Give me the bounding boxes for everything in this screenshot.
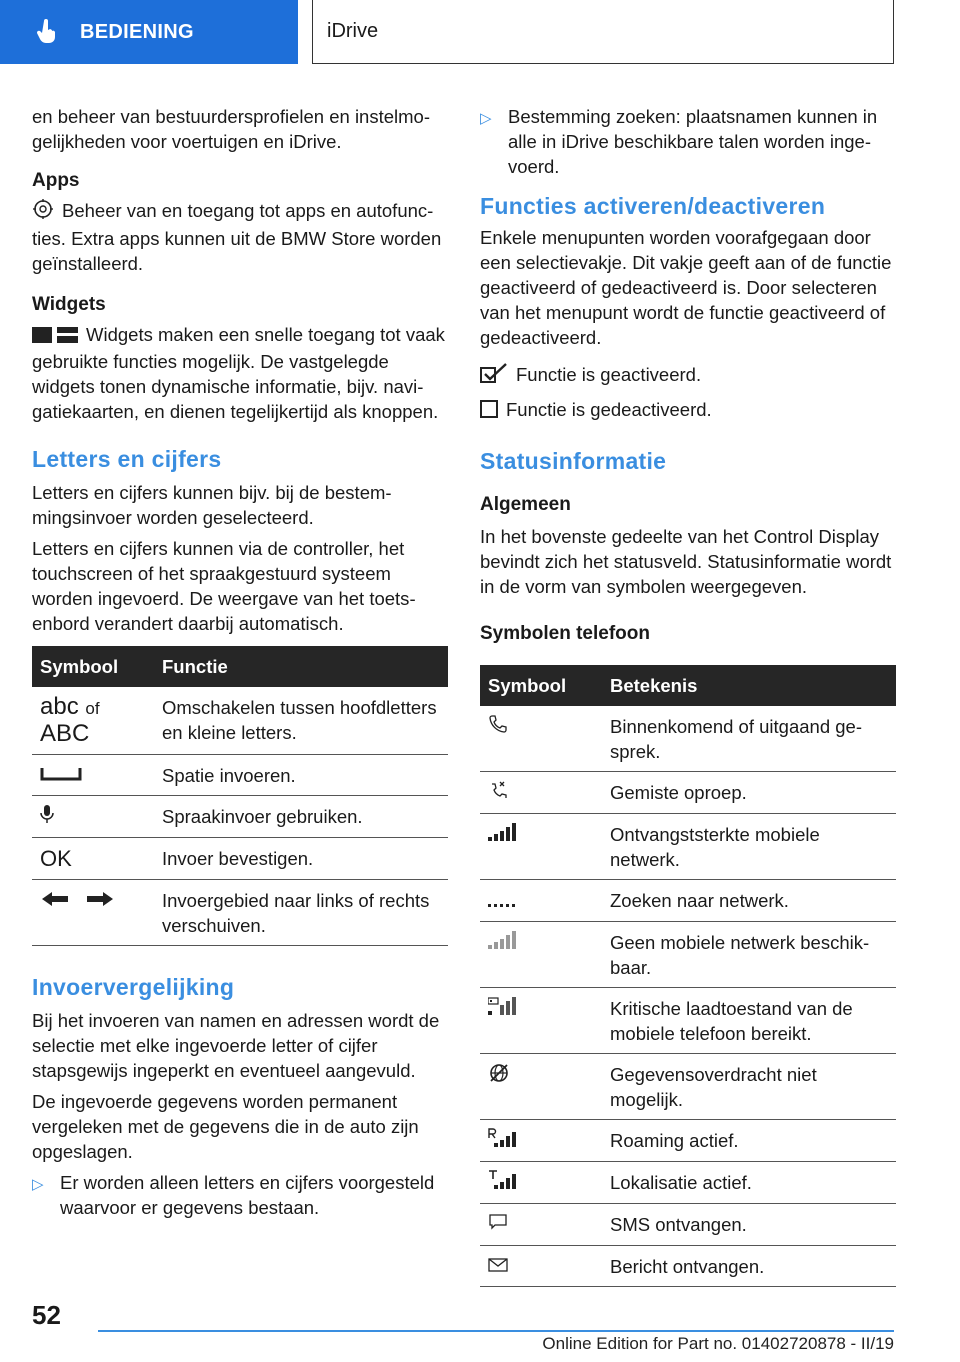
table-header-function: Functie — [154, 646, 448, 687]
table-row — [480, 921, 896, 987]
space-bar-icon — [40, 765, 82, 786]
table-cell: Binnenkomend of uitgaand gesprek. — [602, 706, 896, 772]
compare-paragraph-1: Bij het invoeren van namen en adressen wordt de selectie met elke ingevoerde letter of cijfer stapsgewijs ingeperkt en eventueel aangevuld. — [32, 1009, 440, 1081]
edition-text: Online Edition for Part no. 01402720878 - II/19 — [542, 1334, 894, 1353]
table-header-row — [32, 646, 448, 687]
section-title: BEDIENING — [80, 20, 194, 43]
table-cell: Gegevensoverdracht niet mogelijk. — [602, 1053, 896, 1119]
table-cell: Kritische laadtoestand van de mobiele telefoon bereikt. — [602, 987, 896, 1053]
checkbox-checked-icon — [480, 363, 508, 389]
functions-heading: Functies activeren/deactiveren — [480, 193, 826, 219]
table-row — [480, 1203, 896, 1245]
table-cell: Bericht ontvangen. — [602, 1245, 896, 1286]
functions-paragraph: Enkele menupunten worden voorafgegaan door een selectievakje. Dit vakje geeft aan of de functie geactiveerd of gedeactiveerd is. Door selecteren van het menupunt wordt de functie geactiveerd of gedeactiveerd. — [480, 227, 892, 348]
phone-symbols-heading: Symbolen telefoon — [480, 622, 650, 644]
letters-heading: Letters en cijfers — [32, 445, 222, 472]
general-paragraph: In het bovenste gedeelte van het Control Display bevindt zich het statusveld. Statusinformatie wordt in de vorm van symbolen weergegeven. — [480, 525, 892, 597]
apps-icon — [32, 198, 54, 226]
table-row — [32, 879, 448, 945]
widgets-paragraph — [32, 322, 448, 424]
chapter-title: iDrive — [327, 20, 379, 42]
deactivated-text: Functie is gedeactiveerd. — [506, 399, 712, 421]
list-item — [32, 1170, 448, 1220]
widgets-icon — [32, 324, 78, 349]
table-row — [480, 706, 896, 772]
arrow-right-icon — [85, 890, 115, 911]
widgets-text: Widgets maken een snelle toegang tot vaak gebruikte functies mogelijk. De vastgelegde widgets tonen dynamische informatie, bijv. navigatiekaarten, en dienen tegelijkertijd als knoppen. — [32, 324, 445, 422]
low-battery-icon — [488, 999, 516, 1020]
table-row — [32, 837, 448, 879]
deactivated-row — [480, 397, 896, 424]
table-row — [480, 813, 896, 879]
table-cell: Invoer bevestigen. — [154, 837, 448, 879]
compare-paragraph-2: De ingevoerde gegevens worden permanent vergeleken met de gegevens die in de auto zijn opgeslagen. — [32, 1090, 419, 1162]
table-row — [480, 771, 896, 813]
table-row — [480, 879, 896, 921]
table-row — [480, 1245, 896, 1286]
network-search-icon — [488, 891, 516, 912]
triangle-bullet-icon: ▷ — [480, 110, 492, 127]
apps-heading: Apps — [32, 170, 80, 191]
roaming-icon — [488, 1131, 516, 1152]
table-header-meaning: Betekenis — [602, 665, 896, 706]
compare-heading: Invoervergelijking — [32, 973, 235, 1000]
right-column — [480, 104, 896, 1287]
apps-paragraph — [32, 198, 448, 276]
hand-pointer-icon — [36, 19, 58, 45]
envelope-icon — [488, 1256, 508, 1277]
uppercase-abc-icon: ABC — [40, 719, 90, 747]
table-row — [480, 1119, 896, 1161]
letters-paragraph-1: Letters en cijfers kunnen bijv. bij de bestemmingsinvoer worden geselecteerd. — [32, 481, 392, 528]
activated-text: Functie is geactiveerd. — [516, 364, 702, 385]
table-cell: Spraakinvoer gebruiken. — [154, 795, 448, 837]
table-cell: Lokalisatie actief. — [602, 1161, 896, 1203]
chapter-title-box — [312, 0, 894, 64]
intro-text: en beheer van bestuurdersprofielen en instelmogelijkheden voor voertuigen en iDrive. — [32, 106, 431, 152]
letters-table — [32, 646, 448, 946]
table-cell: Spatie invoeren. — [154, 754, 448, 795]
general-heading: Algemeen — [480, 493, 571, 515]
checkbox-unchecked-icon — [480, 399, 498, 424]
table-row — [32, 795, 448, 837]
ok-icon: OK — [40, 845, 72, 871]
table-cell: Roaming actief. — [602, 1119, 896, 1161]
table-cell: Gemiste oproep. — [602, 771, 896, 813]
table-cell: Omschakelen tussen hoofdletters en kleine letters. — [154, 687, 448, 755]
arrow-left-icon — [40, 890, 75, 911]
triangle-bullet-icon: ▷ — [32, 1175, 44, 1193]
microphone-icon — [40, 807, 54, 828]
no-data-transfer-icon — [488, 1067, 510, 1088]
or-label: of — [85, 698, 100, 718]
left-column — [32, 104, 448, 1220]
table-row — [480, 1053, 896, 1119]
table-cell: SMS ontvangen. — [602, 1203, 896, 1245]
signal-strength-icon — [488, 825, 516, 846]
table-row — [480, 1161, 896, 1203]
no-network-icon — [488, 933, 516, 954]
section-tab — [0, 0, 298, 64]
table-cell: Ontvangststerkte mobiele netwerk. — [602, 813, 896, 879]
page-number: 52 — [32, 1300, 61, 1330]
phone-call-icon — [488, 717, 508, 738]
table-header-row — [480, 665, 896, 706]
table-cell: Zoeken naar netwerk. — [602, 879, 896, 921]
table-cell: Invoergebied naar links of rechts verschuiven. — [154, 879, 448, 945]
table-header-symbol: Symbool — [480, 665, 602, 706]
table-cell: Geen mobiele netwerk beschikbaar. — [602, 921, 896, 987]
phone-symbols-table — [480, 665, 896, 1287]
destination-bullet-text: Bestemming zoeken: plaatsnamen kunnen in alle in iDrive beschikbare talen worden ingevoerd. — [508, 106, 878, 177]
table-row — [32, 687, 448, 755]
status-heading: Statusinformatie — [480, 447, 667, 474]
localization-icon — [488, 1173, 516, 1194]
table-header-symbol: Symbool — [32, 646, 154, 687]
compare-bullet-text: Er worden alleen letters en cijfers voorgesteld waarvoor er gegevens bestaan. — [60, 1171, 435, 1218]
activated-row — [480, 362, 896, 389]
table-row — [480, 987, 896, 1053]
lowercase-abc-icon: abc — [40, 692, 79, 720]
missed-call-icon — [488, 783, 508, 804]
sms-icon — [488, 1215, 508, 1236]
case-switch-symbol — [32, 687, 154, 755]
letters-paragraph-2: Letters en cijfers kunnen via de controller, het touchscreen of het spraakgestuurd systeem worden ingevoerd. De weergave van het toetsenbord verandert daarbij automatisch. — [32, 537, 416, 634]
widgets-heading: Widgets — [32, 294, 106, 316]
table-row — [32, 754, 448, 795]
apps-text: Beheer van en toegang tot apps en autofuncties. Extra apps kunnen uit de BMW Store worden geïnstalleerd. — [32, 200, 442, 275]
footer-divider — [98, 1330, 894, 1332]
list-item — [480, 104, 896, 179]
